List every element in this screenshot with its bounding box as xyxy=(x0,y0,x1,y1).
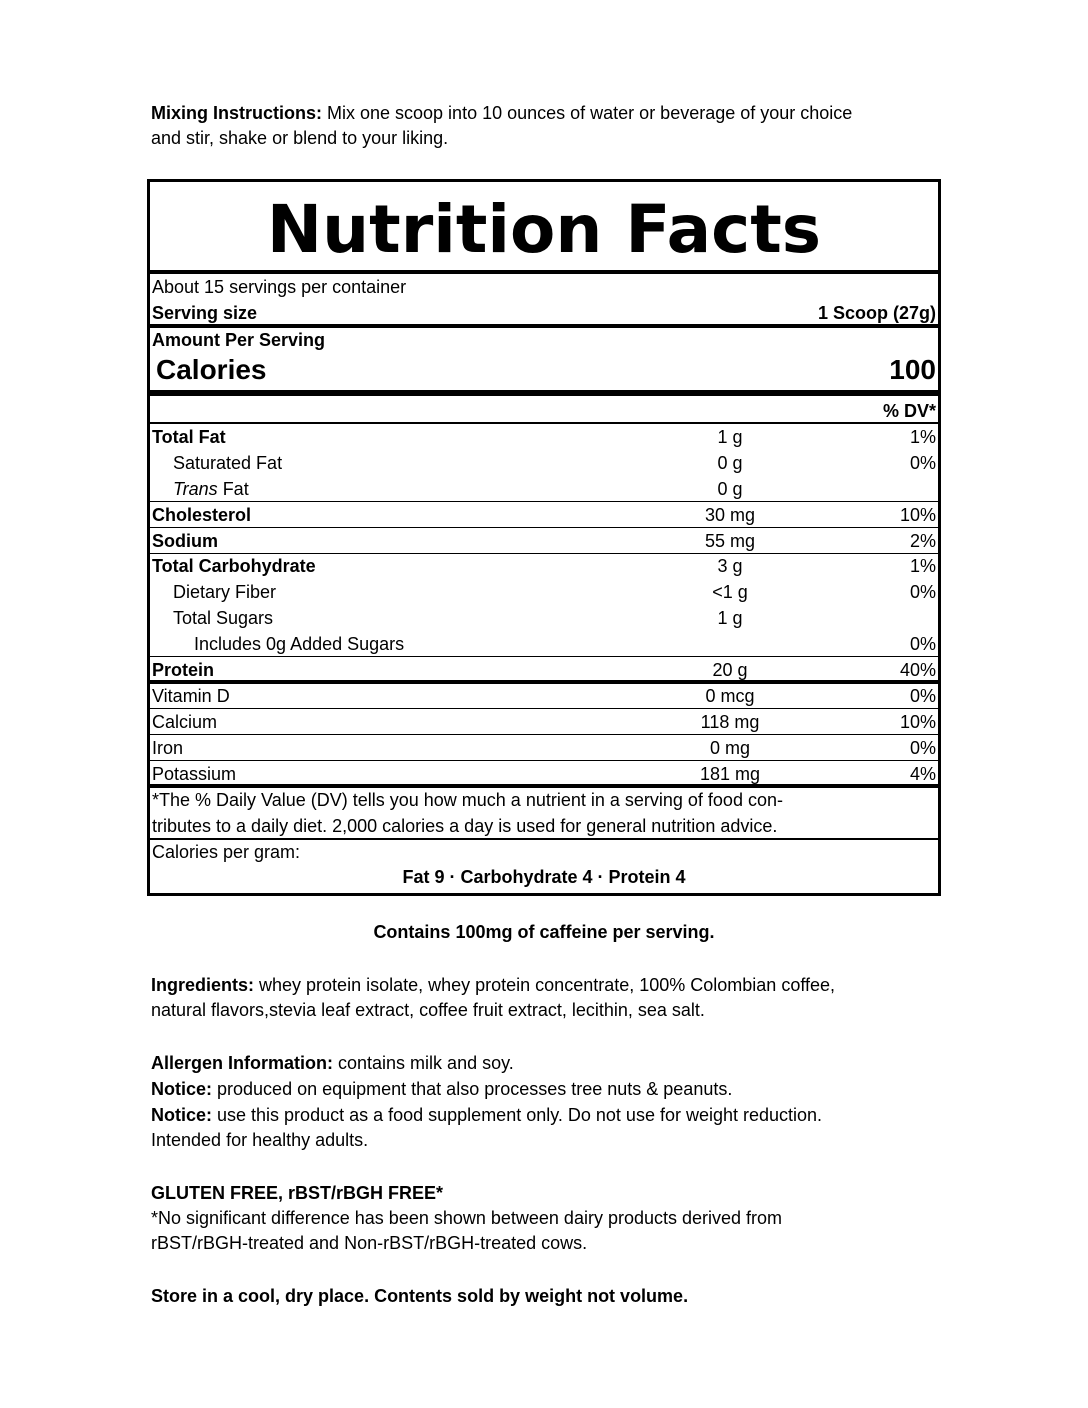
calories-label: Calories xyxy=(156,354,267,385)
dv-header: % DV* xyxy=(882,401,936,421)
serving-size-value: 1 Scoop (27g) xyxy=(817,303,936,323)
calories-per-gram-values: Fat 9 · Carbohydrate 4 · Protein 4 xyxy=(402,867,686,887)
nutrient-row-total-carbohydrate: Total Carbohydrate 3 g 1% xyxy=(152,556,936,576)
calories-row xyxy=(150,354,938,394)
nutrient-row-vitamin-d: Vitamin D 0 mcg 0% xyxy=(152,686,936,706)
notice-label: Notice: xyxy=(151,1079,213,1099)
nutrient-row-dietary-fiber: Dietary Fiber <1 g 0% xyxy=(173,582,936,602)
nutrient-row-sodium: Sodium 55 mg 2% xyxy=(152,531,936,551)
claims-heading: GLUTEN FREE, rBST/rBGH FREE* xyxy=(151,1183,444,1203)
servings-per-container: About 15 servings per container xyxy=(152,277,407,297)
ingredients-label: Ingredients: xyxy=(151,975,255,995)
mixing-text-line1: Mix one scoop into 10 ounces of water or beverage of your choice xyxy=(322,103,853,123)
claims: GLUTEN FREE, rBST/rBGH FREE* *No significant difference has been shown between dairy products derived from rBST/rBGH-treated and Non-rBST/rBGH-treated cows. xyxy=(151,1181,951,1256)
nutrient-row-iron: Iron 0 mg 0% xyxy=(152,738,936,758)
divider xyxy=(150,390,938,396)
nutrient-row-calcium: Calcium 118 mg 10% xyxy=(152,712,936,732)
nutrient-row-saturated-fat: Saturated Fat 0 g 0% xyxy=(173,453,936,473)
nutrient-row-added-sugars: Includes 0g Added Sugars 0% xyxy=(194,634,936,654)
notice-usage: Notice: use this product as a food supplement only. Do not use for weight reduction. Intended for healthy adults. xyxy=(151,1105,823,1150)
storage-statement: Store in a cool, dry place. Contents sold by weight not volume. xyxy=(151,1286,689,1306)
nutrient-row-protein: Protein 20 g 40% xyxy=(152,660,936,680)
allergen-info: Allergen Information: contains milk and soy. xyxy=(151,1053,514,1073)
amount-per-serving: Amount Per Serving xyxy=(152,330,326,350)
dv-footnote: *The % Daily Value (DV) tells you how much a nutrient in a serving of food con- tributes to a daily diet. 2,000 calories a day is used for general nutrition advice. xyxy=(152,790,783,836)
mixing-text-line2: and stir, shake or blend to your liking. xyxy=(151,128,449,148)
caffeine-statement: Contains 100mg of caffeine per serving. xyxy=(373,922,715,942)
calories-per-gram-label: Calories per gram: xyxy=(152,842,301,862)
mixing-instructions xyxy=(151,101,951,151)
nutrient-row-total-fat: Total Fat 1 g 1% xyxy=(152,427,936,447)
allergen-label: Allergen Information: xyxy=(151,1053,334,1073)
nutrient-row-cholesterol: Cholesterol 30 mg 10% xyxy=(152,505,936,525)
nutrient-row-trans-fat: Trans Fat 0 g xyxy=(173,479,743,499)
mixing-label: Mixing Instructions: xyxy=(151,103,322,123)
ingredients: Ingredients: whey protein isolate, whey protein concentrate, 100% Colombian coffee, natural flavors,stevia leaf extract, coffee fruit extract, lecithin, sea salt. xyxy=(151,975,836,1020)
nutrient-row-total-sugars: Total Sugars 1 g xyxy=(173,608,743,628)
dv-header-row xyxy=(150,398,938,424)
panel-title: Nutrition Facts xyxy=(266,191,822,268)
calories-value: 100 xyxy=(889,354,936,385)
nutrient-row-potassium: Potassium 181 mg 4% xyxy=(152,764,936,784)
notice-equipment: Notice: produced on equipment that also processes tree nuts & peanuts. xyxy=(151,1079,733,1099)
nutrition-facts-panel xyxy=(147,179,941,896)
notice-label: Notice: xyxy=(151,1105,213,1125)
serving-size-row xyxy=(150,300,938,326)
serving-size-label: Serving size xyxy=(152,303,258,323)
